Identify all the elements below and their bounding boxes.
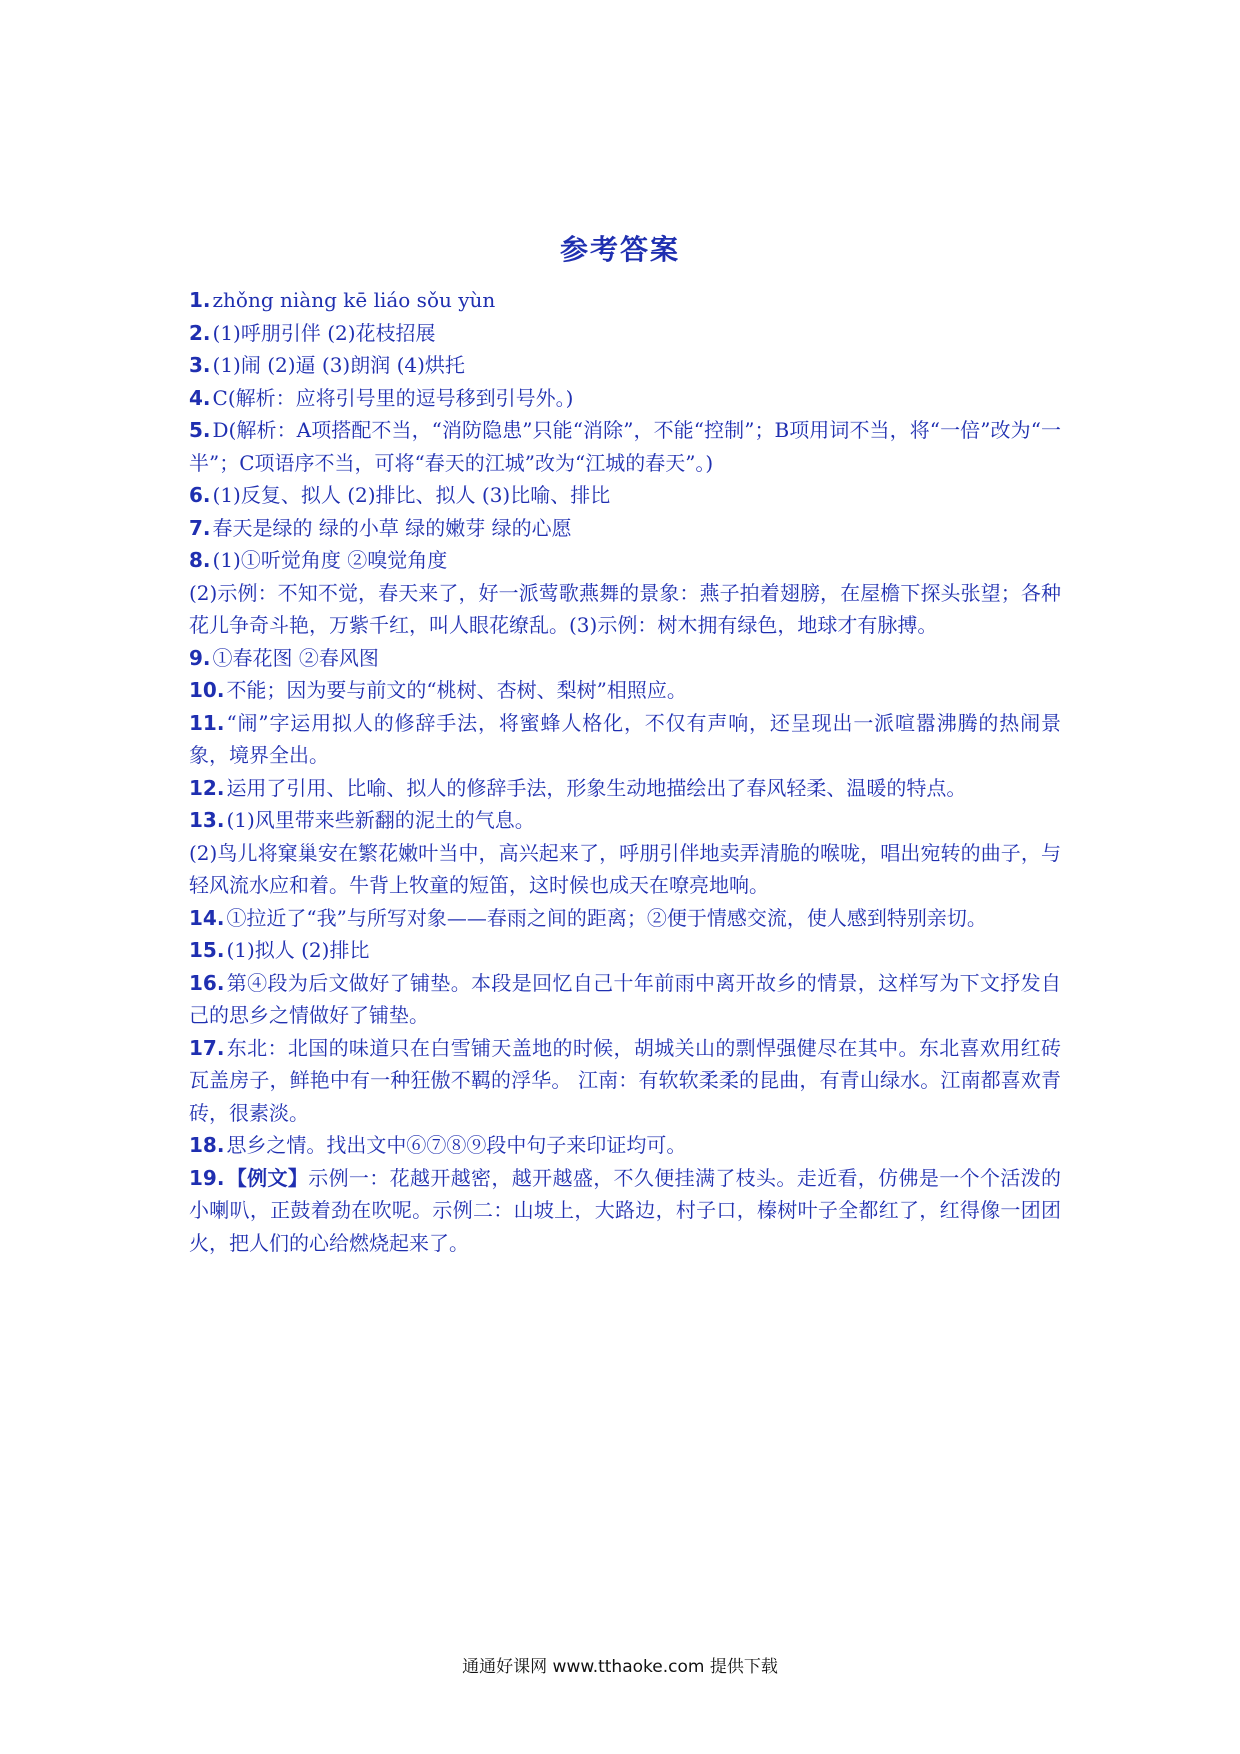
answer-number: 19. [189, 1165, 225, 1190]
answer-item [189, 967, 1061, 1032]
answer-item [189, 284, 1061, 317]
answer-text: 春天是绿的 绿的小草 绿的嫩芽 绿的心愿 [212, 515, 572, 540]
answer-text: (2)示例：不知不觉，春天来了，好一派莺歌燕舞的景象：燕子拍着翅膀，在屋檐下探头张望；各种花儿争奇斗艳，万紫千红，叫人眼花缭乱。(3)示例：树木拥有绿色，地球才有脉搏。 [189, 580, 1061, 637]
answer-number: 2. [189, 320, 211, 345]
answer-text: 思乡之情。找出文中⑥⑦⑧⑨段中句子来印证均可。 [226, 1133, 687, 1157]
answer-item [189, 349, 1061, 382]
answer-item [189, 317, 1061, 350]
answer-item [189, 674, 1061, 707]
answer-number: 16. [189, 970, 225, 995]
answer-text: ①春花图 ②春风图 [212, 645, 379, 670]
answer-item [189, 772, 1061, 805]
answer-text: ①拉近了“我”与所写对象——春雨之间的距离；②便于情感交流，使人感到特别亲切。 [226, 905, 987, 930]
answer-text: D(解析：A项搭配不当，“消防隐患”只能“消除”，不能“控制”；B项用词不当，将“一倍”改为“一半”；C项语序不当，可将“春天的江城”改为“江城的春天”。) [189, 418, 1061, 475]
answer-item [189, 512, 1061, 545]
answer-number: 7. [189, 515, 211, 540]
answer-item [189, 544, 1061, 577]
answer-text: (1)风里带来些新翻的泥土的气息。 [226, 808, 535, 832]
answer-number: 8. [189, 548, 211, 572]
answer-number: 17. [189, 1035, 225, 1060]
answer-number: 6. [189, 483, 211, 507]
page-title: 参考答案 [559, 233, 680, 266]
answer-tag: 【例文】 [226, 1165, 309, 1190]
answer-text: C(解析：应将引号里的逗号移到引号外。) [212, 385, 574, 410]
answer-number: 5. [189, 418, 211, 442]
answer-number: 14. [189, 905, 225, 930]
answer-number: 18. [189, 1133, 225, 1157]
answer-number: 4. [189, 385, 211, 410]
answer-text: 不能；因为要与前文的“桃树、杏树、梨树”相照应。 [226, 678, 687, 702]
answer-text: (1)反复、拟人 (2)排比、拟人 (3)比喻、排比 [212, 483, 611, 507]
answer-text: 第④段为后文做好了铺垫。本段是回忆自己十年前雨中离开故乡的情景，这样写为下文抒发自己的思乡之情做好了铺垫。 [189, 970, 1061, 1027]
answer-text: (2)鸟儿将窠巢安在繁花嫩叶当中，高兴起来了，呼朋引伴地卖弄清脆的喉咙，唱出宛转的曲子，与轻风流水应和着。牛背上牧童的短笛，这时候也成天在嘹亮地响。 [189, 840, 1061, 897]
answer-item [189, 1129, 1061, 1162]
answer-text: 示例一：花越开越密，越开越盛，不久便挂满了枝头。走近看，仿佛是一个个活泼的小喇叭，正鼓着劲在吹呢。示例二：山坡上，大路边，村子口，榛树叶子全都红了，红得像一团团火，把人们的心给燃烧起来了。 [189, 1165, 1062, 1255]
answer-text: zhǒng niàng kē liáo sǒu yùn [212, 288, 496, 312]
answer-number: 13. [189, 808, 225, 832]
answer-number: 3. [189, 353, 211, 377]
answer-number: 15. [189, 938, 225, 962]
answer-item [189, 707, 1061, 772]
answer-item [189, 642, 1061, 675]
answer-text: 东北：北国的味道只在白雪铺天盖地的时候，胡城关山的剽悍强健尽在其中。东北喜欢用红砖瓦盖房子，鲜艳中有一种狂傲不羁的浮华。 江南：有软软柔柔的昆曲，有青山绿水。江南都喜欢青砖，很素淡。 [189, 1035, 1061, 1125]
answer-item [189, 804, 1061, 837]
answer-text: “闹”字运用拟人的修辞手法，将蜜蜂人格化，不仅有声响，还呈现出一派喧嚣沸腾的热闹景象，境界全出。 [189, 710, 1061, 767]
answer-text: (1)拟人 (2)排比 [226, 938, 370, 962]
answer-item [189, 902, 1061, 935]
answer-number: 12. [189, 775, 225, 800]
answer-text: (1)呼朋引伴 (2)花枝招展 [212, 320, 436, 345]
answer-item [189, 1032, 1061, 1130]
answer-number: 11. [189, 710, 225, 735]
answer-item [189, 414, 1061, 479]
answer-item [189, 934, 1061, 967]
answer-number: 9. [189, 645, 211, 670]
answer-list [189, 284, 1061, 1259]
answer-item [189, 382, 1061, 415]
answer-item [189, 1162, 1061, 1260]
answer-text: 运用了引用、比喻、拟人的修辞手法，形象生动地描绘出了春风轻柔、温暖的特点。 [226, 775, 967, 800]
footer-source: 通通好课网 www.tthaoke.com 提供下载 [462, 1657, 778, 1677]
answer-number: 1. [189, 288, 211, 312]
answer-text: (1)闹 (2)逼 (3)朗润 (4)烘托 [212, 353, 465, 377]
answer-item [189, 577, 1061, 642]
answer-text: (1)①听觉角度 ②嗅觉角度 [212, 548, 448, 572]
answer-number: 10. [189, 678, 225, 702]
answer-item [189, 479, 1061, 512]
answer-item [189, 837, 1061, 902]
